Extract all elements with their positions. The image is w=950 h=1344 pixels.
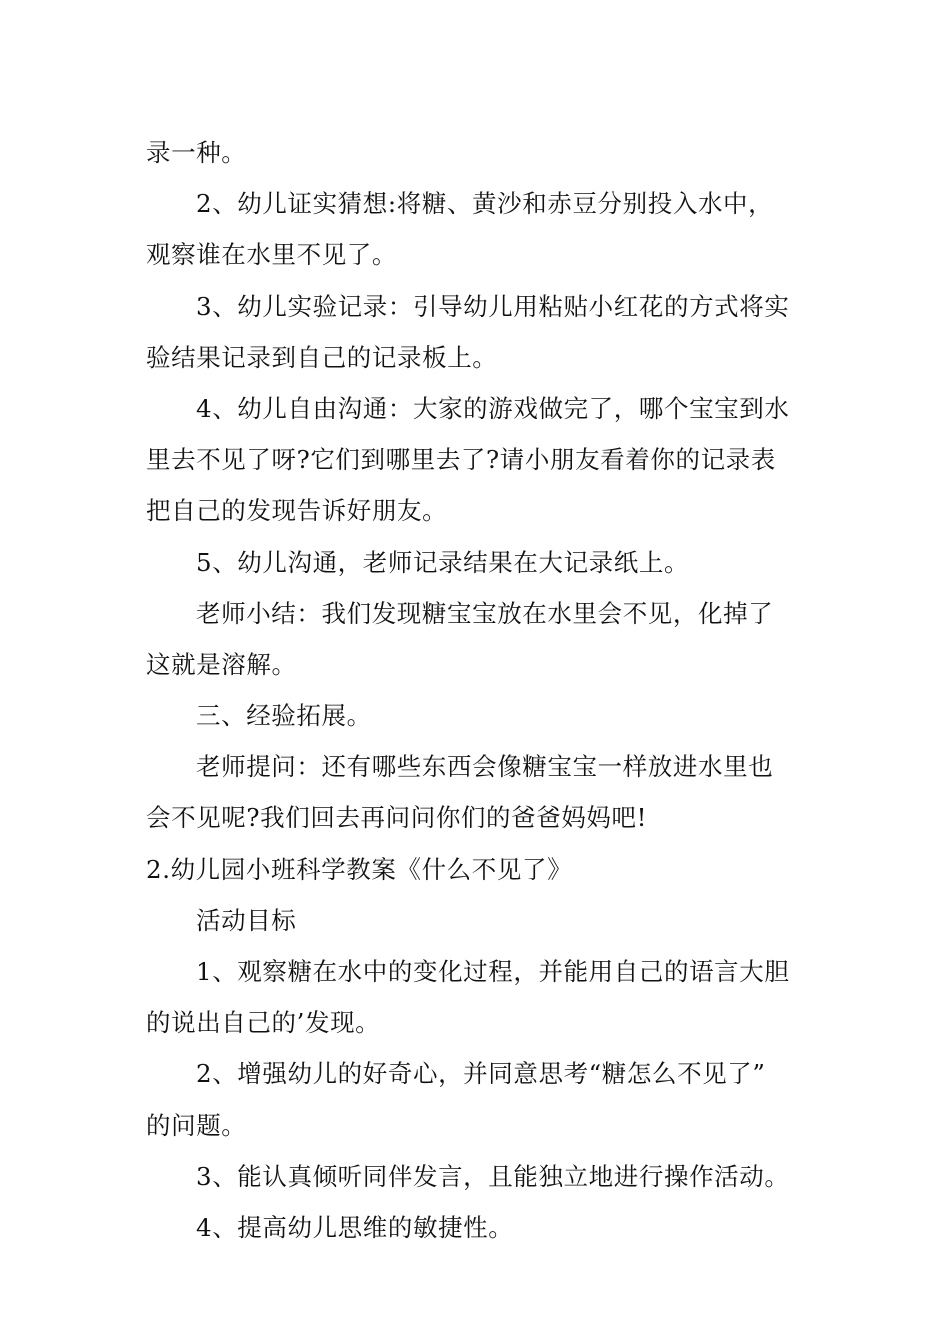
text-line: 的问题。 (146, 1110, 247, 1140)
text-line: 观察谁在水里不见了。 (146, 240, 397, 270)
section-heading: 三、经验拓展。 (196, 701, 372, 731)
text-line: 里去不见了呀?它们到哪里去了?请小朋友看着你的记录表 (146, 445, 776, 475)
text-line: 2、幼儿证实猜想:将糖、黄沙和赤豆分别投入水中， (196, 189, 774, 219)
text-line: 把自己的发现告诉好朋友。 (146, 496, 448, 526)
text-line: 这就是溶解。 (146, 649, 297, 679)
text-line: 1、观察糖在水中的变化过程，并能用自己的语言大胆 (196, 957, 790, 986)
text-line: 4、提高幼儿思维的敏捷性。 (196, 1212, 514, 1242)
text-line: 3、幼儿实验记录：引导幼儿用粘贴小红花的方式将实 (196, 291, 790, 321)
document-title: 2.幼儿园小班科学教案《什么不见了》 (146, 854, 573, 884)
document-body (146, 127, 811, 1253)
text-line: 的说出自己的’发现。 (146, 1008, 381, 1038)
section-heading: 活动目标 (196, 905, 297, 935)
text-line: 3、能认真倾听同伴发言，且能独立地进行操作活动。 (196, 1161, 790, 1191)
text-line: 5、幼儿沟通，老师记录结果在大记录纸上。 (196, 547, 690, 577)
text-line: 验结果记录到自己的记录板上。 (146, 342, 498, 372)
text-line: 录一种。 (146, 138, 247, 167)
text-line: 老师小结：我们发现糖宝宝放在水里会不见，化掉了 (196, 598, 774, 628)
text-line: 2、增强幼儿的好奇心，并同意思考“糖怎么不见了” (196, 1059, 766, 1089)
text-line: 会不见呢?我们回去再问问你们的爸爸妈妈吧! (146, 803, 648, 833)
text-line: 老师提问：还有哪些东西会像糖宝宝一样放进水里也 (196, 752, 774, 782)
text-line: 4、幼儿自由沟通：大家的游戏做完了，哪个宝宝到水 (196, 393, 790, 423)
